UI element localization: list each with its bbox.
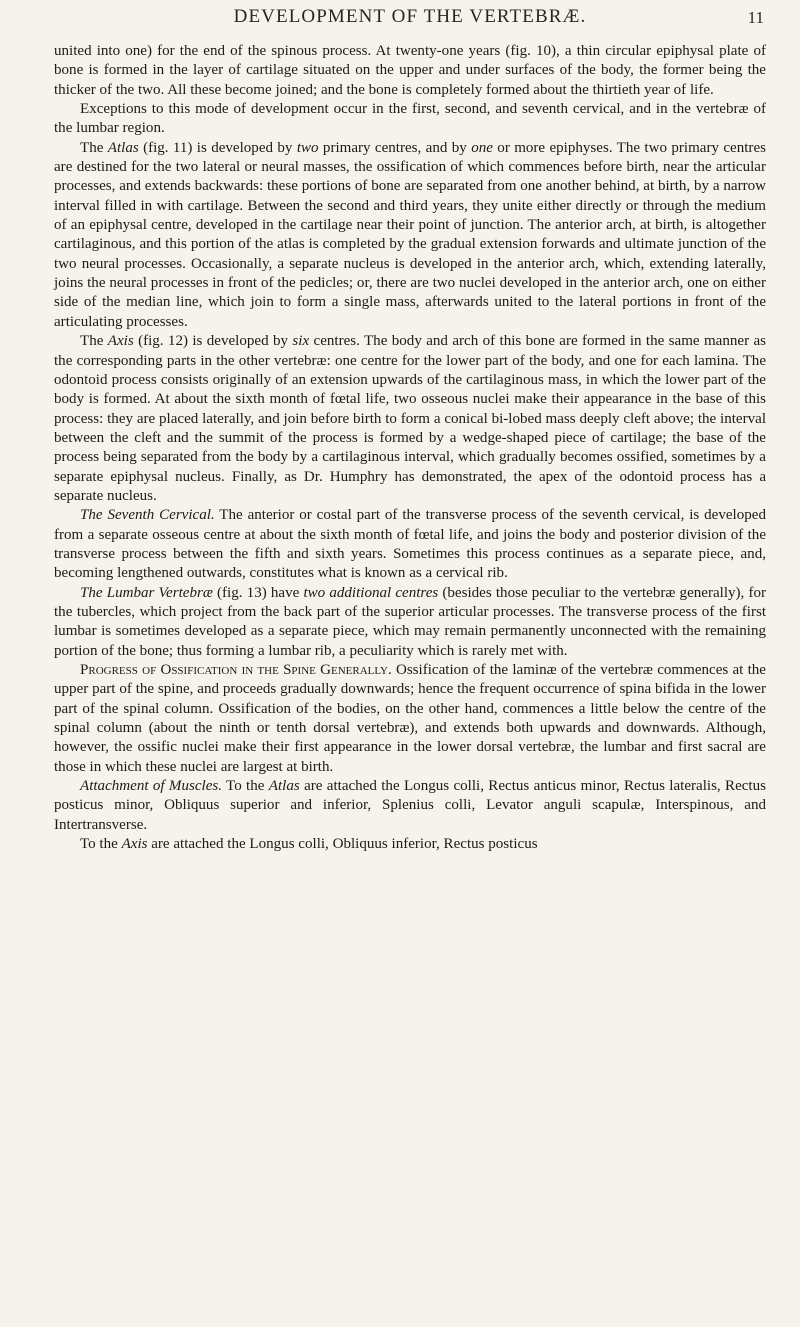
text-run: Ossification of the laminæ of the vertebræ commences at the upper part of the spine, and proceeds gradually downwards; hence the frequent occurrence of spina bifida in the lower part of the spinal column. Ossification of the bodies, on the other hand, commences a little below the centre of the spinal column (about the ninth or tenth dorsal vertebræ), and extends both upwards and downwards. Although, however, the ossific nuclei make their first appearance in the lower dorsal vertebræ, the lumbar and first sacral are those in which these nuclei are largest at birth. (54, 662, 766, 775)
emphasis-two: two (296, 139, 319, 156)
text-run: or more epiphyses. The two primary centres are destined for the two lateral or neural masses, the ossification of which commences before birth, near the articular processes, and extends backwards: these portions of bone are separated from one another behind, at birth, by a narrow interval filled in with cartilage. Between the second and third years, they unite either directly or through the medium of an epiphysal centre, developed in the cartilage near their point of junction. The anterior arch, at birth, is altogether cartilaginous, and this portion of the atlas is completed by the gradual extension forwards and ultimate junction of the two neural processes. Occasionally, a separate nucleus is developed in the anterior arch, which, extending laterally, joins the neural processes in front of the pedicles; or, there are two nuclei developed in the anterior arch, one on either side of the median line, which join to form a single mass, afterwards united to the lateral portions in front of the articulating processes. (54, 139, 766, 330)
heading-muscles: Attachment of Muscles. (80, 778, 222, 795)
text-run: are attached the Longus colli, Obliquus inferior, Rectus posticus (147, 836, 538, 853)
text-run: (fig. 13) have (212, 584, 304, 601)
paragraph-lumbar (54, 584, 766, 661)
heading-ossification: Progress of Ossification in the Spine Generally. (80, 662, 392, 678)
heading-seventh-cervical: The Seventh Cervical. (80, 507, 215, 524)
text-run: To the (221, 778, 269, 795)
term-axis: Axis (121, 836, 148, 853)
text-run: The (80, 333, 108, 350)
running-head (54, 6, 766, 42)
term-axis: Axis (107, 333, 134, 350)
text-run: are attached the Longus colli, Rectus anticus minor, Rectus lateralis, Rectus posticus minor, Obliquus superior and inferior, Splenius colli, Levator anguli scapulæ, Interspinous, and Intertransverse. (54, 778, 766, 833)
text-run: The anterior or costal part of the transverse process of the seventh cervical, is developed from a separate osseous centre at about the sixth month of fœtal life, and joins the body and posterior division of the transverse process between the fifth and sixth years. Sometimes this process continues as a separate piece, and, becoming lengthened outwards, constitutes what is known as a cervical rib. (54, 507, 766, 582)
heading-lumbar: The Lumbar Vertebræ (80, 584, 213, 601)
paragraph-exceptions: Exceptions to this mode of development occur in the first, second, and seventh cervical, and in the vertebræ of the lumbar region. (54, 101, 766, 137)
paragraph-ossification (54, 661, 766, 777)
paragraph-axis (54, 332, 766, 506)
text-run: (fig. 11) is developed by (138, 139, 297, 156)
text-run: To the (80, 836, 122, 853)
text-run: (fig. 12) is developed by (133, 333, 293, 350)
term-atlas: Atlas (268, 778, 300, 795)
page-number: 11 (747, 8, 764, 27)
text-run: The (80, 139, 108, 156)
paragraph-axis-muscles (54, 835, 766, 854)
paragraph-seventh-cervical (54, 506, 766, 583)
text-run: primary centres, and by (318, 139, 472, 156)
paragraph-muscles (54, 777, 766, 835)
running-title: DEVELOPMENT OF THE VERTEBRÆ. (233, 6, 587, 27)
emphasis-six: six (292, 333, 310, 350)
emphasis-one: one (471, 139, 493, 156)
paragraph-atlas (54, 139, 766, 332)
body-text (54, 42, 766, 854)
text-run: (besides those peculiar to the vertebræ generally), for the tubercles, which project from the back part of the superior articular processes. The transverse process of the first lumbar is sometimes developed as a separate piece, which may remain permanently unconnected with the remaining portion of the bone; thus forming a lumbar rib, a peculiarity which is rarely met with. (54, 584, 767, 659)
term-atlas: Atlas (107, 139, 139, 156)
emphasis-two-centres: two additional centres (303, 584, 439, 601)
paragraph-continuation: united into one) for the end of the spinous process. At twenty-one years (fig. 10), a thin circular epiphysal plate of bone is formed in the layer of cartilage situated on the upper and under surfaces of the body, the former being the thicker of the two. All these become joined; and the bone is completely formed about the thirtieth year of life. (54, 43, 766, 98)
text-run: centres. The body and arch of this bone are formed in the same manner as the corresponding parts in the other vertebræ: one centre for the lower part of the body, and one for each lamina. The odontoid process consists originally of an extension upwards of the cartilaginous mass, in which the lower part of the body is formed. At about the sixth month of fœtal life, two osseous nuclei make their appearance in the base of this process: they are placed laterally, and join before birth to form a conical bi-lobed mass deeply cleft above; the interval between the cleft and the summit of the process is formed by a wedge-shaped piece of cartilage; the base of the process being separated from the body by a cartilaginous interval, which gradually becomes ossified, sometimes by a separate epiphysal nucleus. Finally, as Dr. Humphry has demonstrated, the apex of the odontoid process has a separate nucleus. (54, 333, 766, 504)
